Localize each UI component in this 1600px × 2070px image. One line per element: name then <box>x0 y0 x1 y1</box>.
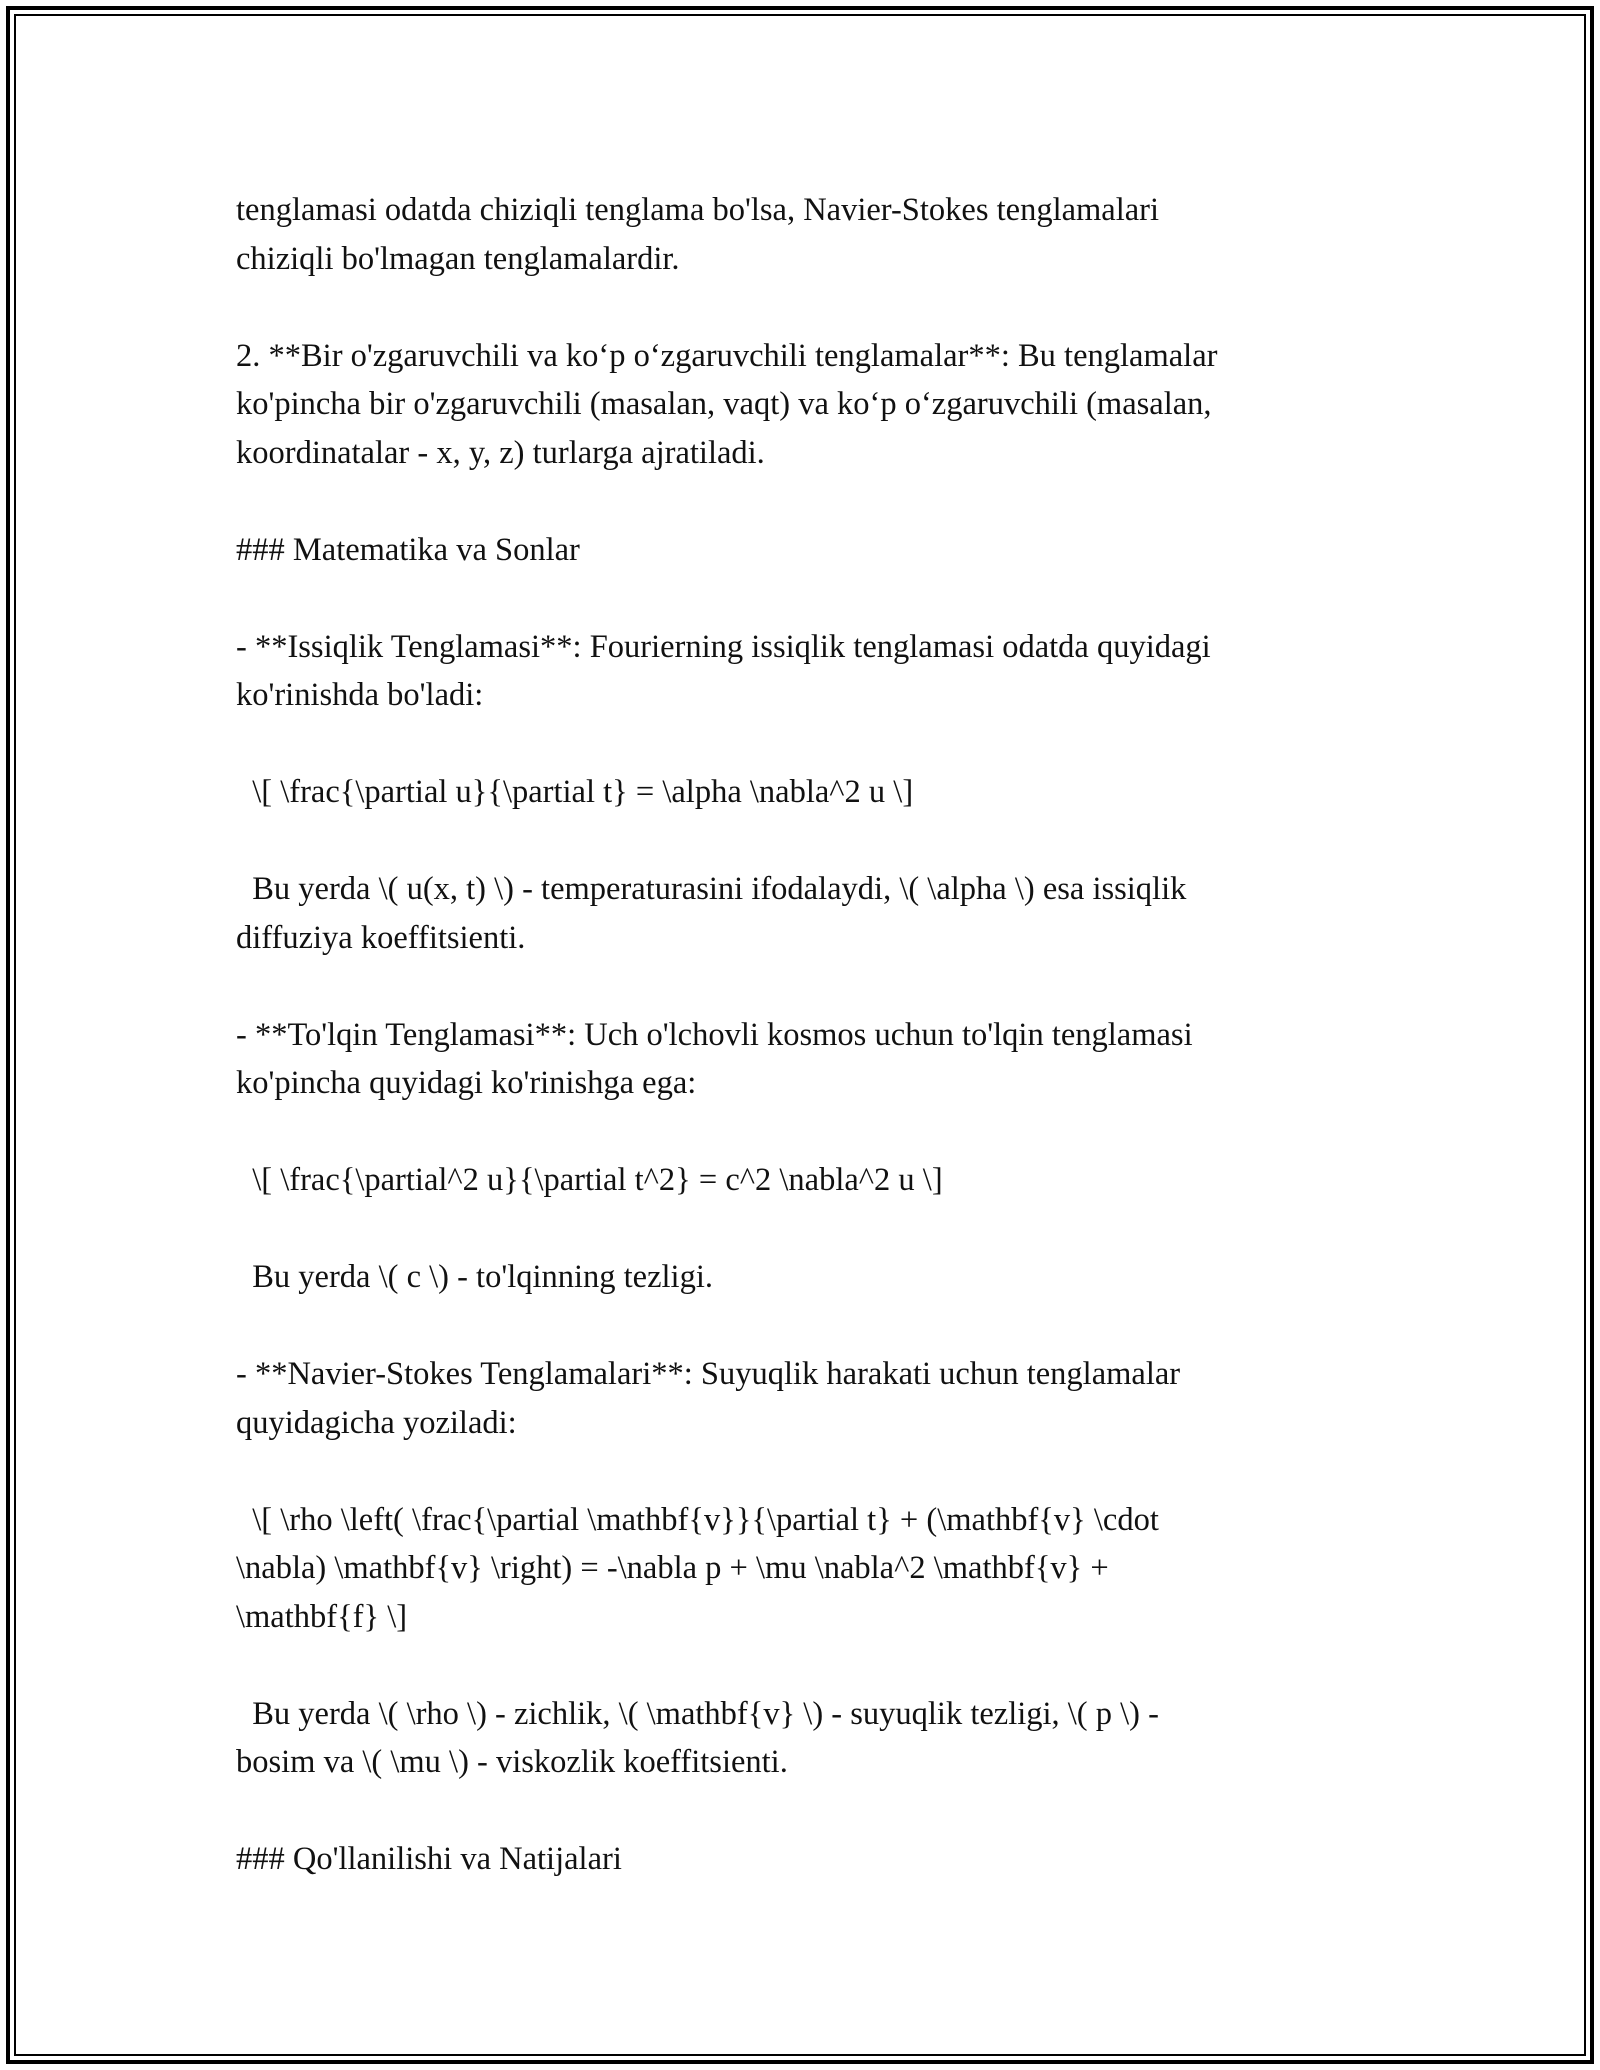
paragraph-navier-stokes-explanation: Bu yerda \( \rho \) - zichlik, \( \mathbf{v} \) - suyuqlik tezligi, \( p \) - bosim va \( \mu \) - viskozlik koeffitsienti. <box>236 1695 1159 1780</box>
paragraph-intro-continuation: tenglamasi odatda chiziqli tenglama bo'lsa, Navier-Stokes tenglamalari chiziqli bo'lmagan tenglamalardir. <box>236 192 1160 277</box>
section-heading-matematika: ### Matematika va Sonlar <box>236 531 580 568</box>
paragraph-wave-explanation: Bu yerda \( c \) - to'lqinning tezligi. <box>236 1259 713 1295</box>
section-heading-qollanilishi: ### Qo'llanilishi va Natijalari <box>236 1841 622 1877</box>
paragraph-heat-explanation: Bu yerda \( u(x, t) \) - temperaturasini ifodalaydi, \( \alpha \) esa issiqlik diffuziya koeffitsienti. <box>236 871 1187 956</box>
formula-wave-equation: \[ \frac{\partial^2 u}{\partial t^2} = c^2 \nabla^2 u \] <box>236 1162 943 1198</box>
document-body <box>236 186 1366 1884</box>
paragraph-variable-types: 2. **Bir o'zgaruvchili va koʻp oʻzgaruvchili tenglamalar**: Bu tenglamalar ko'pincha bir o'zgaruvchili (masalan, vaqt) va koʻp oʻzgaruvchili (masalan, koordinatalar - x, y, z) turlarga ajratiladi. <box>236 337 1218 471</box>
formula-heat-equation: \[ \frac{\partial u}{\partial t} = \alpha \nabla^2 u \] <box>236 774 914 810</box>
paragraph-navier-stokes: - **Navier-Stokes Tenglamalari**: Suyuqlik harakati uchun tenglamalar quyidagicha yoziladi: <box>236 1356 1181 1441</box>
formula-navier-stokes: \[ \rho \left( \frac{\partial \mathbf{v}}{\partial t} + (\mathbf{v} \cdot \nabla) \mathbf{v} \right) = -\nabla p + \mu \nabla^2 \mathbf{v} + \mathbf{f} \] <box>236 1501 1159 1635</box>
paragraph-heat-equation: - **Issiqlik Tenglamasi**: Fourierning issiqlik tenglamasi odatda quyidagi ko'rinishda bo'ladi: <box>236 628 1211 713</box>
paragraph-wave-equation: - **To'lqin Tenglamasi**: Uch o'lchovli kosmos uchun to'lqin tenglamasi ko'pincha quyidagi ko'rinishga ega: <box>236 1016 1193 1101</box>
